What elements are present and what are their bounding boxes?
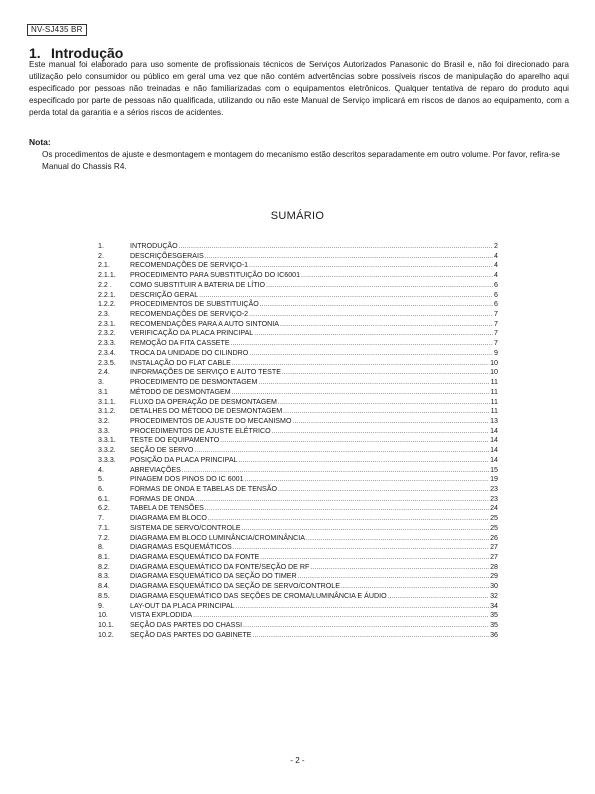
toc-entry-number: 8.1. xyxy=(98,553,110,561)
toc-entry-title: SEÇÃO DE SERVO xyxy=(130,446,194,455)
toc-entry[interactable] xyxy=(98,398,498,408)
toc-entry-title: FLUXO DA OPERAÇÃO DE DESMONTAGEM xyxy=(130,397,277,406)
toc-leader-dots xyxy=(233,544,489,554)
toc-entry-page: 9 xyxy=(494,348,498,357)
toc-leader-dots xyxy=(196,496,489,506)
toc-leader-dots xyxy=(231,340,493,350)
toc-entry-page: 6 xyxy=(494,280,498,289)
toc-entry[interactable] xyxy=(98,456,498,466)
toc-entry-page: 7 xyxy=(494,310,498,319)
toc-entry-number: 5. xyxy=(98,475,104,484)
toc-entry-number: 2.2.1. xyxy=(98,290,116,299)
toc-entry-page: 4 xyxy=(494,271,498,280)
toc-entry-title: PROCEDIMENTOS DE AJUSTE DO MECANISMO xyxy=(130,416,292,425)
toc-leader-dots xyxy=(306,535,489,545)
toc-entry-page: 11 xyxy=(490,387,498,396)
toc-entry-title: MÉTODO DE DESMONTAGEM xyxy=(130,387,231,396)
toc-leader-dots xyxy=(310,564,489,574)
toc-entry[interactable] xyxy=(98,621,498,631)
toc-entry-title: DIAGRAMA ESQUEMÁTICO DA SEÇÃO DO TIMER xyxy=(130,572,297,581)
toc-entry[interactable] xyxy=(98,475,498,485)
toc-entry-page: 29 xyxy=(490,572,498,581)
toc-entry-number: 1. xyxy=(98,242,104,250)
toc-leader-dots xyxy=(220,437,489,447)
toc-entry-number: 2.3.5. xyxy=(98,358,116,367)
toc-entry[interactable] xyxy=(98,349,498,359)
toc-entry[interactable] xyxy=(98,495,498,505)
toc-entry[interactable] xyxy=(98,514,498,524)
toc-entry-title: PINAGEM DOS PINOS DO IC 6001 xyxy=(130,475,244,484)
toc-entry-page: 26 xyxy=(490,533,498,542)
toc-entry-title: REMOÇÃO DA FITA CASSETE xyxy=(130,339,230,348)
toc-entry[interactable] xyxy=(98,602,498,612)
toc-entry-number: 2.1. xyxy=(98,261,110,270)
page-number: - 2 - xyxy=(290,756,305,765)
toc-entry[interactable] xyxy=(98,281,498,291)
toc-entry[interactable] xyxy=(98,407,498,417)
toc-leader-dots xyxy=(253,632,490,642)
toc-entry-number: 2.4. xyxy=(98,368,110,377)
toc-entry-page: 14 xyxy=(490,436,498,445)
toc-entry-number: 8.4. xyxy=(98,582,110,591)
toc-entry-title: TROCA DA UNIDADE DO CILINDRO xyxy=(130,348,249,357)
section-title: Introdução xyxy=(51,45,124,61)
toc-entry-page: 4 xyxy=(494,251,498,260)
toc-entry-title: FORMAS DE ONDA xyxy=(130,494,195,503)
toc-entry-number: 2.3.2. xyxy=(98,329,116,338)
toc-leader-dots xyxy=(278,399,490,409)
toc-entry[interactable] xyxy=(98,504,498,514)
toc-entry[interactable] xyxy=(98,378,498,388)
toc-entry-number: 8.5. xyxy=(98,591,110,600)
toc-leader-dots xyxy=(236,603,490,613)
toc-entry-title: DIAGRAMA ESQUEMÁTICO DA FONTE/SEÇÃO DE RF xyxy=(130,562,310,571)
toc-entry-title: ABREVIAÇÕES xyxy=(130,465,181,474)
toc-entry[interactable] xyxy=(98,368,498,378)
toc-entry-page: 23 xyxy=(490,494,498,503)
toc-entry-number: 9. xyxy=(98,601,104,610)
toc-leader-dots xyxy=(208,515,489,525)
toc-entry-title: LAY-OUT DA PLACA PRINCIPAL xyxy=(130,601,235,610)
toc-entry-number: 3.2. xyxy=(98,416,110,425)
toc-entry-number: 6. xyxy=(98,484,104,493)
toc-entry-number: 3.3.2. xyxy=(98,446,116,455)
toc-entry-page: 11 xyxy=(490,407,498,416)
toc-entry[interactable] xyxy=(98,592,498,602)
toc-leader-dots xyxy=(249,350,493,360)
toc-entry-number: 3. xyxy=(98,378,104,387)
toc-leader-dots xyxy=(243,622,489,632)
toc-entry-page: 7 xyxy=(494,339,498,348)
toc-entry-number: 10.1. xyxy=(98,621,114,630)
toc-entry[interactable] xyxy=(98,271,498,281)
toc-entry-number: 2.3.1. xyxy=(98,319,116,328)
toc-entry[interactable] xyxy=(98,417,498,427)
table-of-contents xyxy=(98,242,498,640)
toc-entry[interactable] xyxy=(98,359,498,369)
toc-entry-page: 14 xyxy=(490,455,498,464)
toc-entry-page: 28 xyxy=(490,562,498,571)
toc-entry-number: 2. xyxy=(98,251,104,260)
toc-entry-title: TESTE DO EQUIPAMENTO xyxy=(130,436,220,445)
toc-entry-page: 6 xyxy=(494,300,498,309)
toc-entry[interactable] xyxy=(98,563,498,573)
toc-leader-dots xyxy=(278,486,489,496)
toc-entry-number: 3.3.1. xyxy=(98,436,116,445)
toc-entry-title: DIAGRAMA ESQUEMÁTICO DA SEÇÃO DE SERVO/CONTROLE xyxy=(130,582,340,591)
toc-entry-number: 2.3.3. xyxy=(98,339,116,348)
toc-entry-number: 2.3.4. xyxy=(98,348,116,357)
toc-entry-title: RECOMENDAÇÕES PARA A AUTO SINTONIA xyxy=(130,319,280,328)
toc-entry[interactable] xyxy=(98,427,498,437)
toc-entry-page: 13 xyxy=(490,416,498,425)
toc-entry-number: 1.2.2. xyxy=(98,300,116,309)
toc-entry[interactable] xyxy=(98,611,498,621)
toc-entry-title: INSTALAÇÃO DO FLAT CABLE xyxy=(130,358,231,367)
toc-leader-dots xyxy=(249,311,493,321)
toc-entry-page: 24 xyxy=(490,504,498,513)
toc-entry[interactable] xyxy=(98,446,498,456)
toc-entry-page: 4 xyxy=(494,261,498,270)
toc-entry-title: DIAGRAMAS ESQUEMÁTICOS xyxy=(130,543,232,552)
toc-entry-title: SEÇÃO DAS PARTES DO GABINETE xyxy=(130,630,252,639)
toc-leader-dots xyxy=(292,418,489,428)
toc-entry-number: 8. xyxy=(98,543,104,552)
toc-entry-page: 36 xyxy=(490,630,498,639)
toc-entry-title: VERIFICAÇÃO DA PLACA PRINCIPAL xyxy=(130,329,254,338)
toc-title: SUMÁRIO xyxy=(270,210,325,222)
toc-entry[interactable] xyxy=(98,572,498,582)
toc-entry-title: SEÇÃO DAS PARTES DO CHASSI xyxy=(130,621,243,630)
toc-leader-dots xyxy=(388,593,490,603)
toc-entry-title: DETALHES DO MÉTODO DE DESMONTAGEM xyxy=(130,407,283,416)
toc-entry-title: FORMAS DE ONDA E TABELAS DE TENSÃO xyxy=(130,484,278,493)
toc-entry-title: RECOMENDAÇÕES DE SERVIÇO-1 xyxy=(130,261,249,270)
toc-entry-number: 3.1 xyxy=(98,387,108,396)
toc-entry-number: 10. xyxy=(98,611,108,620)
toc-entry-number: 7. xyxy=(98,514,104,523)
toc-entry-title: INTRODUÇÃO xyxy=(130,242,178,250)
toc-entry-title: VISTA EXPLODIDA xyxy=(130,611,193,620)
toc-entry-title: RECOMENDAÇÕES DE SERVIÇO-2 xyxy=(130,310,249,319)
toc-leader-dots xyxy=(239,457,490,467)
toc-entry-number: 2.1.1. xyxy=(98,271,116,280)
toc-entry-page: 19 xyxy=(490,475,498,484)
intro-paragraph: Este manual foi elaborado para uso somente de profissionais técnicos de Serviços Autorizados Panasonic do Brasil e, não foi direcionado para utilização pelo consumidor ou público em geral uma vez que não contém advertências sobre possíveis riscos de manipulação do aparelho aqui especificado por pessoas não treinadas e não familiarizadas com o equipamentos eletrônicos. Qualquer tentativa de reparo do produto aqui especificado por parte de pessoas não qualificada, utilizando ou não este Manual de Serviço implicará em riscos de danos ao equipamento, com a perda total da garantia e a sérios riscos de acidentes. xyxy=(29,60,569,117)
toc-entry-title: PROCEDIMENTOS DE SUBSTITUIÇÃO xyxy=(130,300,259,309)
toc-entry-page: 14 xyxy=(490,446,498,455)
toc-entry-title: INFORMAÇÕES DE SERVIÇO E AUTO TESTE xyxy=(130,368,281,377)
toc-entry-title: COMO SUBSTITUIR A BATERIA DE LÍTIO xyxy=(130,280,266,289)
toc-entry[interactable] xyxy=(98,534,498,544)
toc-leader-dots xyxy=(179,243,493,253)
toc-entry-number: 6.2. xyxy=(98,504,110,513)
toc-entry[interactable] xyxy=(98,242,498,252)
toc-entry-page: 11 xyxy=(490,378,498,387)
toc-leader-dots xyxy=(194,447,489,457)
toc-entry-page: 6 xyxy=(494,290,498,299)
toc-leader-dots xyxy=(283,408,489,418)
toc-entry[interactable] xyxy=(98,436,498,446)
toc-entry[interactable] xyxy=(98,320,498,330)
toc-entry-title: DESCRIÇÕESGERAIS xyxy=(130,251,204,260)
toc-entry-title: PROCEDIMENTO PARA SUBSTITUIÇÃO DO IC6001 xyxy=(130,271,301,280)
toc-leader-dots xyxy=(266,282,493,292)
toc-entry-page: 32 xyxy=(490,591,498,600)
toc-entry-number: 4. xyxy=(98,465,104,474)
toc-entry-number: 7.2. xyxy=(98,533,110,542)
toc-entry-page: 35 xyxy=(490,611,498,620)
toc-entry-number: 3.1.1. xyxy=(98,397,116,406)
toc-entry-number: 3.3.3. xyxy=(98,455,116,464)
toc-entry-title: DIAGRAMA ESQUEMÁTICO DAS SEÇÕES DE CROMA/LUMINÂNCIA E ÁUDIO xyxy=(130,591,387,600)
toc-entry[interactable] xyxy=(98,339,498,349)
toc-entry[interactable] xyxy=(98,291,498,301)
toc-entry[interactable] xyxy=(98,310,498,320)
toc-entry[interactable] xyxy=(98,485,498,495)
toc-entry-title: POSIÇÃO DA PLACA PRINCIPAL xyxy=(130,455,238,464)
toc-entry-page: 7 xyxy=(494,319,498,328)
toc-entry-title: PROCEDIMENTOS DE AJUSTE ELÉTRICO xyxy=(130,426,271,435)
toc-leader-dots xyxy=(272,428,490,438)
toc-entry-title: PROCEDIMENTO DE DESMONTAGEM xyxy=(130,378,258,387)
toc-leader-dots xyxy=(282,369,489,379)
toc-entry[interactable] xyxy=(98,466,498,476)
toc-entry[interactable] xyxy=(98,329,498,339)
toc-entry-page: 10 xyxy=(490,358,498,367)
toc-entry-page: 23 xyxy=(490,484,498,493)
toc-entry-number: 3.1.2. xyxy=(98,407,116,416)
toc-entry-page: 35 xyxy=(490,621,498,630)
toc-entry-number: 10.2. xyxy=(98,630,114,639)
toc-entry-number: 8.2. xyxy=(98,562,110,571)
toc-leader-dots xyxy=(254,330,493,340)
toc-entry[interactable] xyxy=(98,388,498,398)
toc-leader-dots xyxy=(245,476,490,486)
toc-entry[interactable] xyxy=(98,582,498,592)
toc-entry-page: 15 xyxy=(490,465,498,474)
toc-entry-title: DIAGRAMA ESQUEMÁTICO DA FONTE xyxy=(130,553,260,561)
toc-entry[interactable] xyxy=(98,300,498,310)
toc-entry-number: 6.1. xyxy=(98,494,110,503)
toc-entry[interactable] xyxy=(98,553,498,563)
toc-entry-page: 11 xyxy=(490,397,498,406)
toc-entry-title: SISTEMA DE SERVO/CONTROLE xyxy=(130,523,241,532)
toc-entry[interactable] xyxy=(98,524,498,534)
toc-entry-number: 8.3. xyxy=(98,572,110,581)
toc-entry-title: DESCRIÇÃO GERAL xyxy=(130,290,199,299)
toc-entry-page: 27 xyxy=(490,543,498,552)
toc-entry-page: 25 xyxy=(490,523,498,532)
model-tag: NV-SJ435 BR xyxy=(27,24,87,36)
toc-leader-dots xyxy=(260,301,493,311)
toc-entry-title: TABELA DE TENSÕES xyxy=(130,504,204,513)
toc-entry-number: 2.3. xyxy=(98,310,110,319)
toc-entry-number: 3.3. xyxy=(98,426,110,435)
note-text: Os procedimentos de ajuste e desmontagem e montagem do mecanismo estão descritos separadamente em outro volume. Por favor, refira-se Manual do Chassis R4. xyxy=(42,150,560,171)
section-number: 1. xyxy=(29,45,41,61)
toc-entry-page: 27 xyxy=(490,553,498,561)
toc-entry[interactable] xyxy=(98,252,498,262)
toc-leader-dots xyxy=(205,505,489,515)
toc-entry[interactable] xyxy=(98,261,498,271)
toc-entry-number: 2.2 . xyxy=(98,280,112,289)
toc-entry-page: 2 xyxy=(494,242,498,250)
toc-entry-title: DIAGRAMA EM BLOCO LUMINÂNCIA/CROMINÂNCIA xyxy=(130,533,306,542)
toc-entry[interactable] xyxy=(98,631,498,641)
toc-entry-page: 25 xyxy=(490,514,498,523)
toc-entry-page: 10 xyxy=(490,368,498,377)
toc-entry-number: 7.1. xyxy=(98,523,110,532)
toc-leader-dots xyxy=(280,321,493,331)
toc-entry-title: DIAGRAMA EM BLOCO xyxy=(130,514,207,523)
toc-leader-dots xyxy=(301,272,493,282)
toc-entry-page: 30 xyxy=(490,582,498,591)
toc-entry-page: 7 xyxy=(494,329,498,338)
toc-leader-dots xyxy=(258,379,489,389)
note-label: Nota: xyxy=(29,137,51,147)
toc-entry-page: 34 xyxy=(490,601,498,610)
toc-entry-page: 14 xyxy=(490,426,498,435)
toc-entry[interactable] xyxy=(98,543,498,553)
